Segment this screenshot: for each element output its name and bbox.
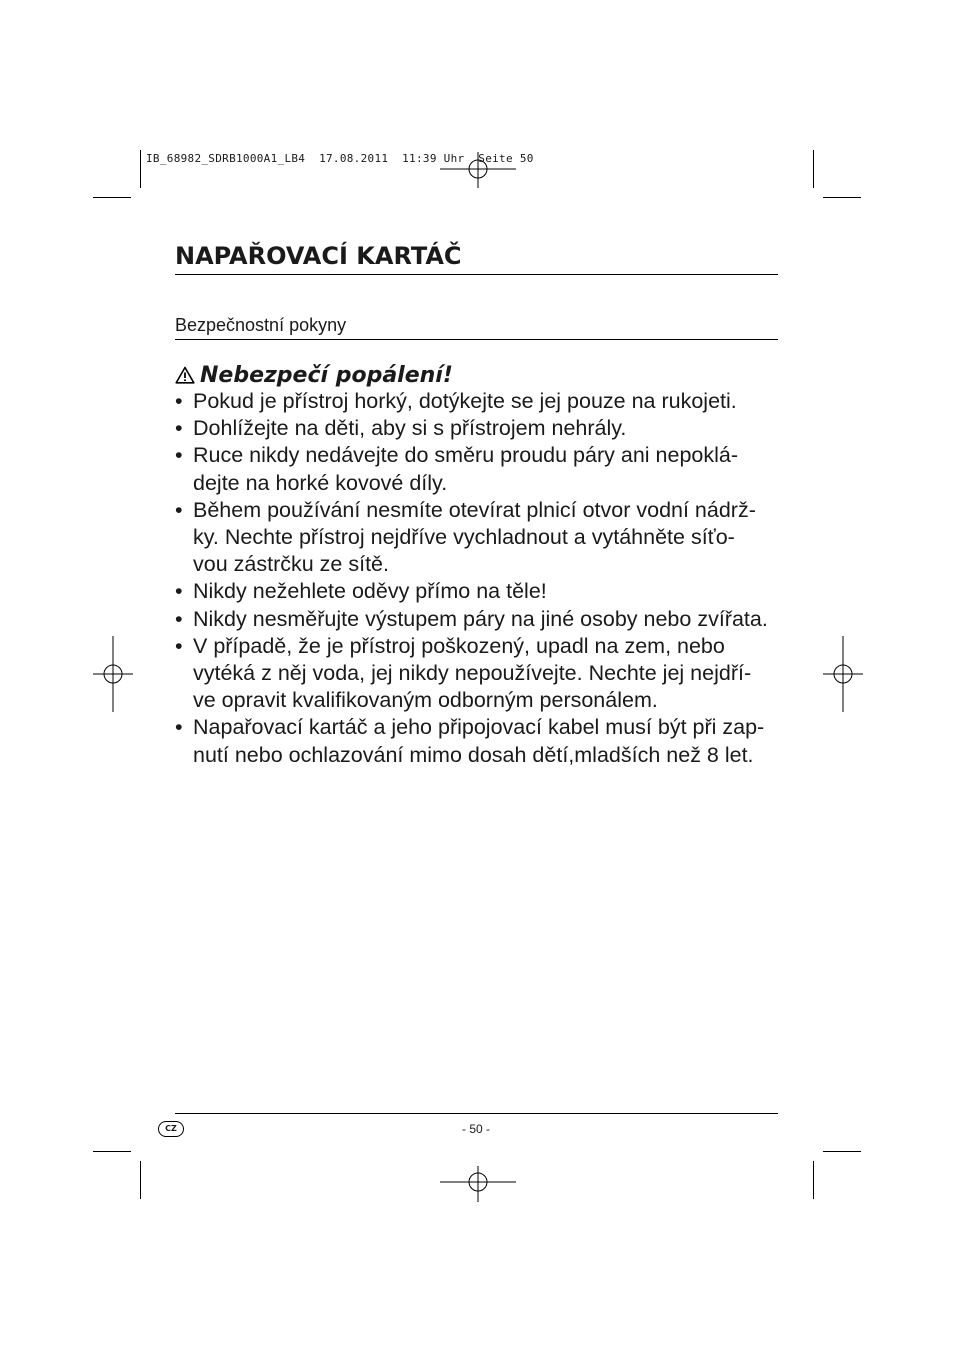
warning-heading-text: Nebezpečí popálení! [200,362,453,388]
page-number: - 50 - [461,1122,490,1136]
crop-mark [140,1161,141,1199]
bullet: • [175,579,183,604]
bullet: • [175,497,183,522]
list-item-line: Během používání nesmíte otevírat plnicí otvor vodní nádrž- [193,497,756,522]
crop-mark [823,1151,861,1152]
section-subtitle: Bezpečnostní pokyny [175,314,778,340]
list-item [175,714,795,768]
bullet: • [175,389,183,413]
list-item-line: Dohlížejte na děti, aby si s přístrojem nehrály. [193,416,627,441]
registration-mark-icon [440,152,516,192]
country-badge: CZ [158,1121,184,1137]
footer-rule [175,1113,778,1114]
crop-mark [93,1151,131,1152]
print-slug: IB_68982_SDRB1000A1_LB4 17.08.2011 11:39 Uhr Seite 50 [146,152,534,165]
registration-mark-icon [93,636,133,712]
list-item-line: V případě, že je přístroj poškozený, upadl na zem, nebo [193,633,725,658]
list-item [175,633,795,715]
list-item-line: Ruce nikdy nedávejte do směru proudu páry ani nepoklá- [193,443,738,468]
bullet: • [175,606,183,631]
list-item-line: Nikdy nežehlete oděvy přímo na těle! [193,579,547,604]
list-item-line: ky. Nechte přístroj nejdříve vychladnout a vytáhněte síťo- [193,525,735,550]
list-item-line: vytéká z něj voda, jej nikdy nepoužívejte. Nechte jej nejdří- [193,661,752,686]
list-item [175,388,795,415]
warning-triangle-icon [175,366,195,384]
crop-mark [823,197,861,198]
registration-mark-icon [823,636,863,712]
bullet: • [175,443,183,468]
crop-mark [140,150,141,188]
list-item-line: Pokud je přístroj horký, dotýkejte se jej pouze na rukojeti. [193,389,737,413]
list-item-line: nutí nebo ochlazování mimo dosah dětí,mladších než 8 let. [193,742,754,767]
list-item-line: ve opravit kvalifikovaným odborným personálem. [193,688,658,713]
list-item [175,578,795,605]
list-item [175,442,795,496]
list-item-line: Napařovací kartáč a jeho připojovací kabel musí být při zap- [193,715,765,740]
warning-heading [175,360,453,390]
bullet: • [175,715,183,740]
registration-mark-icon [440,1162,516,1202]
list-item [175,415,795,442]
list-item [175,497,795,579]
list-item [175,606,795,633]
list-item-line: Nikdy nesměřujte výstupem páry na jiné osoby nebo zvířata. [193,606,768,631]
crop-mark [93,197,131,198]
page-title: NAPAŘOVACÍ KARTÁČ [175,242,778,275]
safety-list [175,388,795,769]
crop-mark [813,1161,814,1199]
list-item-line: dejte na horké kovové díly. [193,470,448,495]
list-item-line: vou zástrčku ze sítě. [193,552,389,577]
bullet: • [175,416,183,441]
bullet: • [175,633,183,658]
crop-mark [813,150,814,188]
